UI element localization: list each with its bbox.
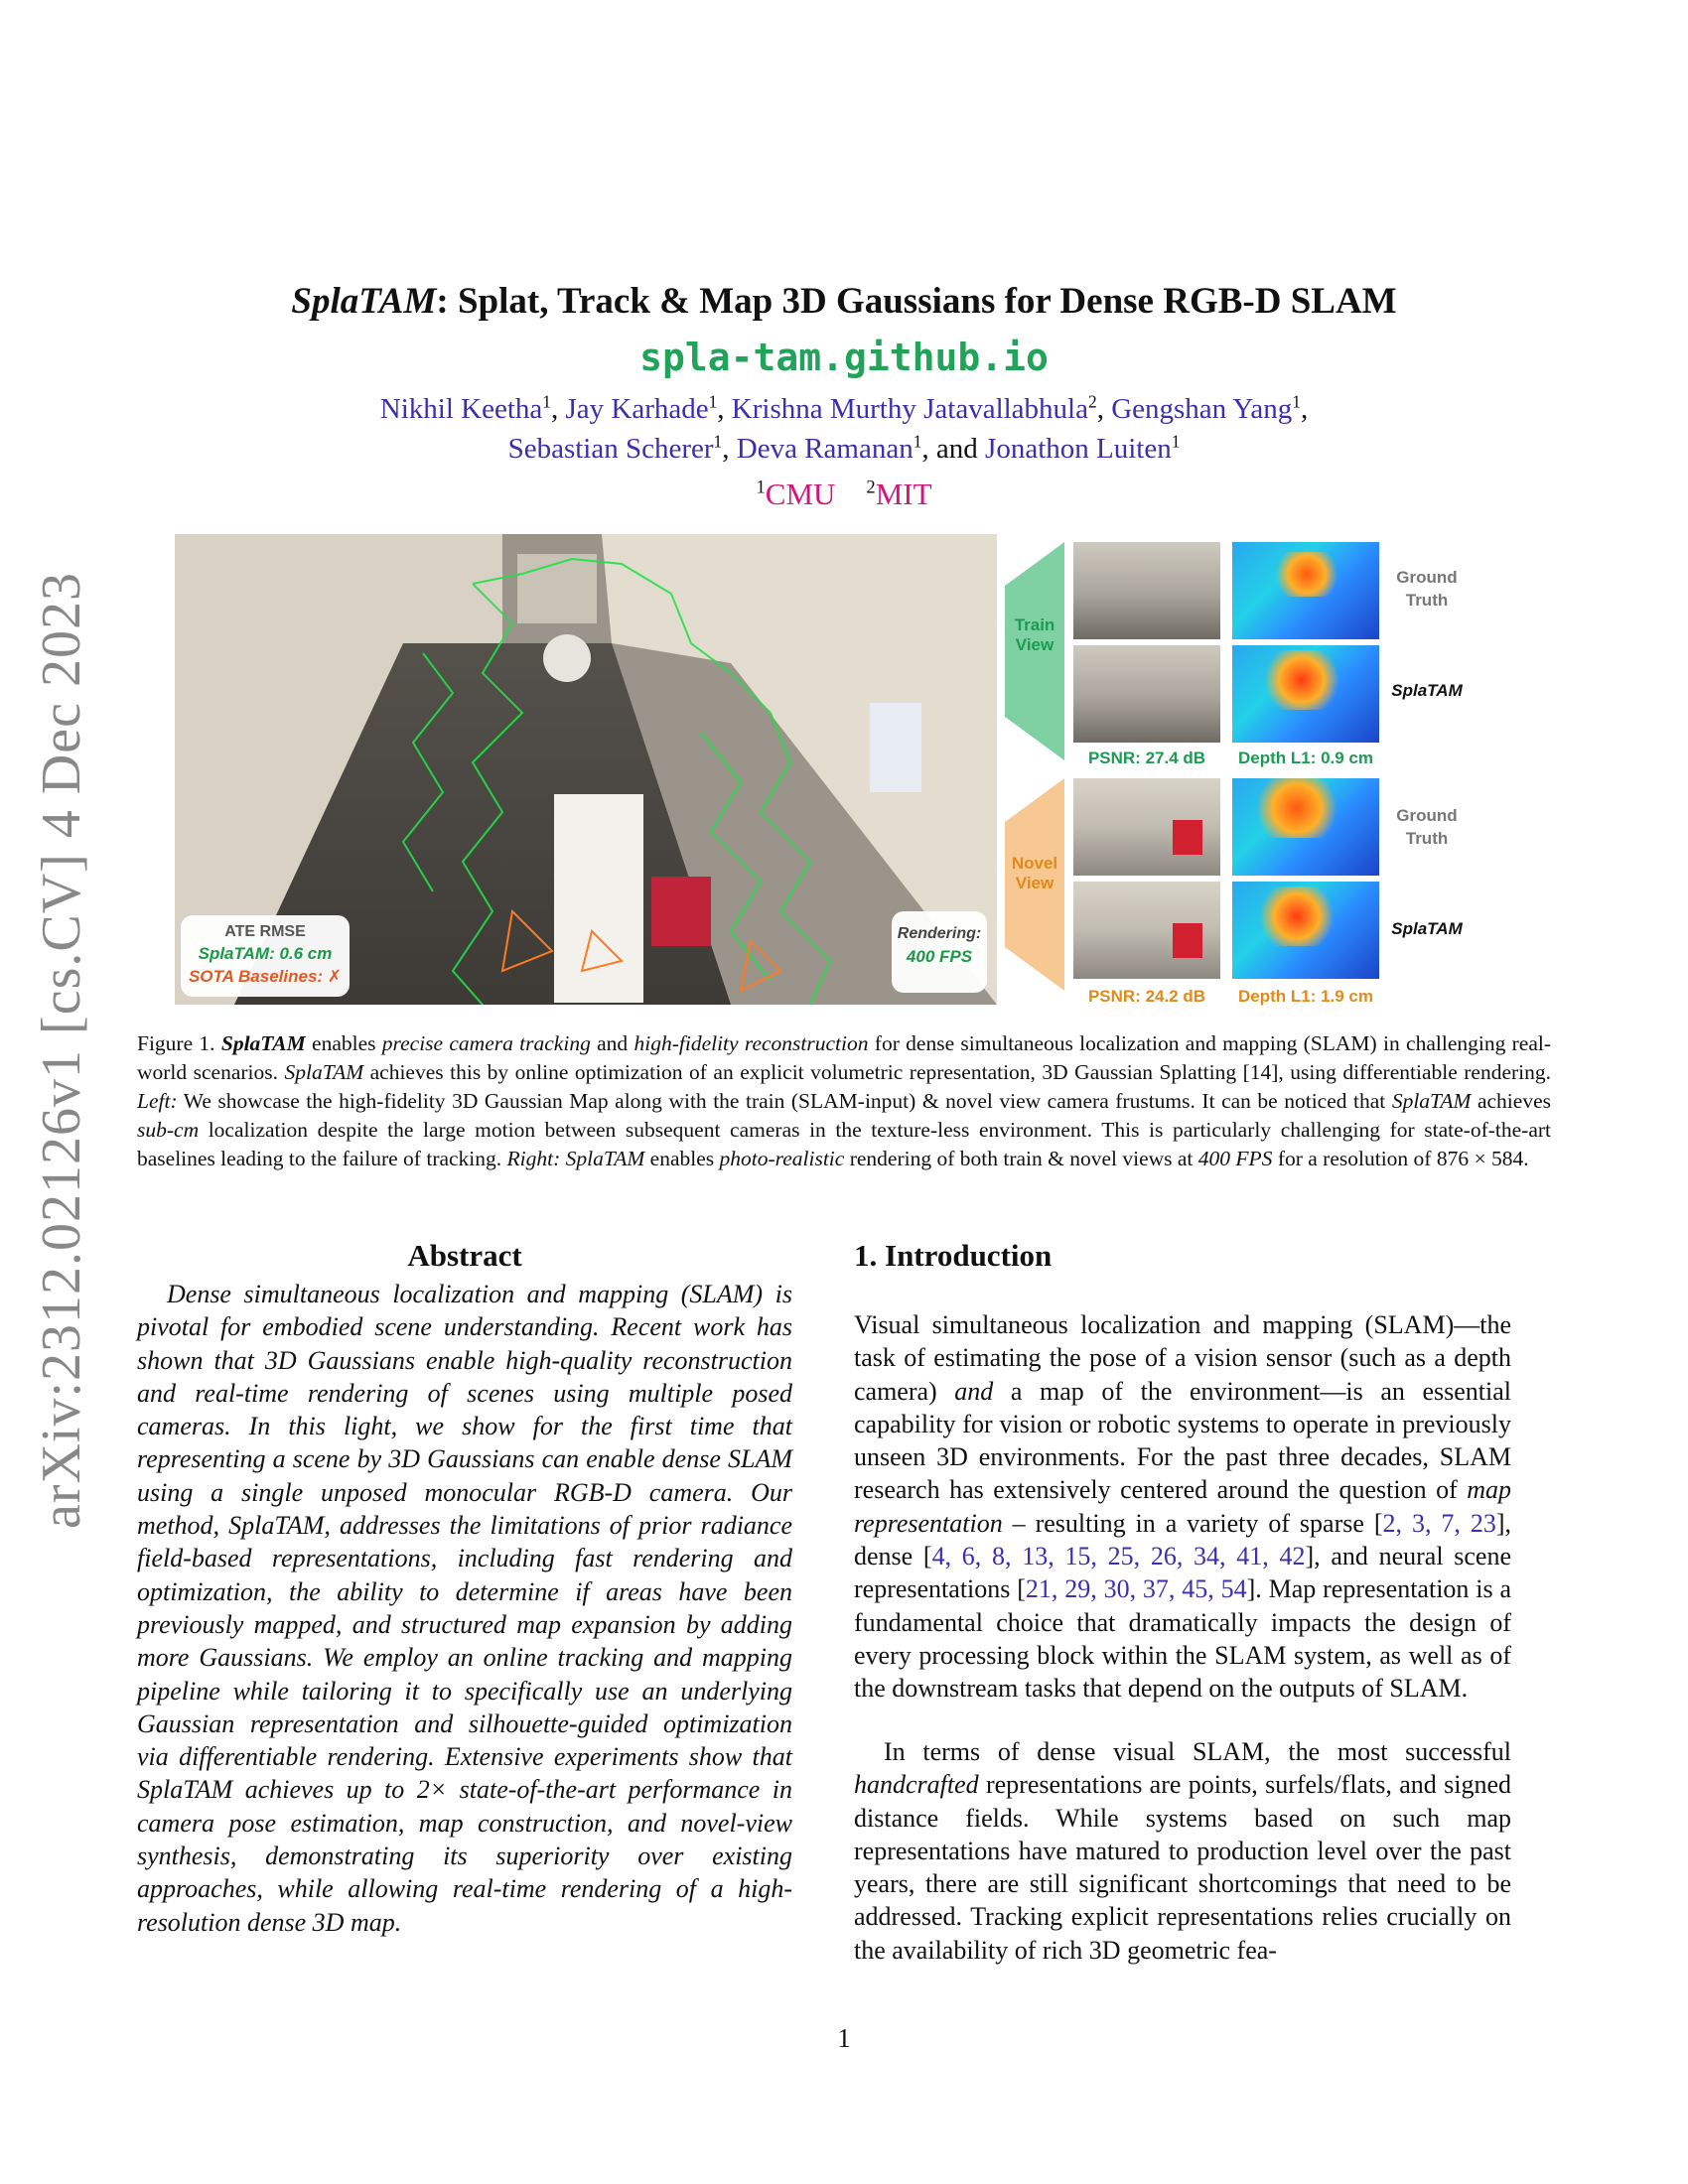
author-name[interactable]: Deva Ramanan: [736, 433, 914, 465]
train-psnr: PSNR: 27.4 dB: [1087, 749, 1206, 767]
affiliation-name[interactable]: MIT: [875, 477, 932, 511]
author-affiliation: 1: [713, 431, 723, 452]
rendering-fps-box: [892, 911, 987, 993]
intro-text: a map of the environment—is an essential capability for vision or robotic systems to operate in previously unseen 3D environments. For the past three decades, SLAM research has extensively centered around the question of: [854, 1376, 1511, 1505]
caption-emph: high-fidelity reconstruction: [633, 1031, 869, 1055]
ground-truth-label: Ground Truth: [1396, 806, 1458, 848]
train-depth-l1: Depth L1: 0.9 cm: [1237, 749, 1374, 767]
splatam-label: SplaTAM: [1391, 919, 1463, 938]
intro-paragraph-2: [854, 1735, 1511, 1967]
and-word: and: [935, 433, 978, 465]
caption-emph: sub-cm: [137, 1118, 200, 1142]
intro-paragraph-1: [854, 1308, 1511, 1706]
project-url[interactable]: spla-tam.github.io: [639, 336, 1049, 379]
citation-links[interactable]: 2, 3, 7, 23: [1382, 1508, 1496, 1538]
caption-text: and: [590, 1031, 634, 1055]
author-name[interactable]: Gengshan Yang: [1111, 393, 1293, 425]
affiliations: [0, 477, 1688, 512]
affiliation-number: 2: [866, 477, 876, 498]
train-view-label: Train View: [1014, 615, 1055, 654]
intro-text: representations are points, surfels/flats, and signed distance fields. While systems based on such map representations have matured to production level over the past years, there are still significant shortcomings that need to be addressed. Tracking explicit representations relies crucially on the availability of rich 3D geometric fea-: [854, 1770, 1511, 1965]
caption-emph: 400 FPS: [1197, 1147, 1273, 1170]
caption-emph: photo-realistic: [719, 1147, 845, 1170]
caption-emph: Left:: [137, 1089, 178, 1113]
caption-text: enables: [644, 1147, 720, 1170]
ate-rmse-box: [181, 915, 350, 997]
novel-gt-rgb: [1073, 778, 1220, 876]
author-affiliation: 1: [542, 391, 551, 412]
caption-text: localization despite the large motion between subsequent cameras in the texture-less environment. This is particularly challenging for state-of-the-art baselines leading to the failure of tracking.: [137, 1118, 1551, 1170]
intro-emph: handcrafted: [854, 1770, 979, 1800]
rendering-title: Rendering:: [897, 925, 982, 942]
author-name[interactable]: Jonathon Luiten: [985, 433, 1172, 465]
caption-emph: SplaTAM: [1391, 1089, 1472, 1113]
caption-text: We showcase the high-fidelity 3D Gaussian Map along with the train (SLAM-input) & novel view camera frustums. It can be noticed that: [177, 1089, 1392, 1113]
ground-truth-label: Ground Truth: [1396, 568, 1458, 610]
caption-text: for dense simultaneous localization and mapping (SLAM) in challenging real-world scenarios.: [137, 1031, 1552, 1084]
gaussian-map-render: [175, 534, 997, 1005]
caption-text: rendering of both train & novel views at: [844, 1147, 1198, 1170]
author-name[interactable]: Krishna Murthy Jatavallabhula: [731, 393, 1088, 425]
page-number: 1: [837, 2023, 851, 2053]
affiliation-name[interactable]: CMU: [765, 477, 836, 511]
author-name[interactable]: Nikhil Keetha: [379, 393, 543, 425]
arxiv-identifier: arXiv:2312.02126v1 [cs.CV] 4 Dec 2023: [31, 572, 92, 1529]
affiliation-number: 1: [756, 477, 766, 498]
rendering-fps-value: 400 FPS: [906, 947, 973, 966]
caption-text: for a resolution of 876 × 584.: [1272, 1147, 1529, 1170]
caption-text: achieves: [1471, 1089, 1551, 1113]
citation-links[interactable]: 4, 6, 8, 13, 15, 25, 26, 34, 41, 42: [931, 1542, 1306, 1571]
caption-emph: Right: SplaTAM: [506, 1147, 645, 1170]
abstract-text: Dense simultaneous localization and mapping (SLAM) is pivotal for embodied scene understanding. Recent work has shown that 3D Gaussians enable high-quality reconstruction and real-time rendering of scenes using multiple posed cameras. In this light, we show for the first time that representing a scene by 3D Gaussians can enable dense SLAM using a single unposed monocular RGB-D camera. Our method, SplaTAM, addresses the limitations of prior radiance field-based representations, including fast rendering and optimization, the ability to determine if areas have been previously mapped, and structured map expansion by adding more Gaussians. We employ an online tracking and mapping pipeline while tailoring it to specifically use an underlying Gaussian representation and silhouette-guided optimization via differentiable rendering. Extensive experiments show that SplaTAM achieves up to 2× state-of-the-art performance in camera pose estimation, map construction, and novel-view synthesis, demonstrating its superiority over existing approaches, while allowing real-time rendering of a high-resolution dense 3D map.: [137, 1280, 792, 1937]
author-affiliation: 1: [1171, 431, 1181, 452]
introduction-heading: 1. Introduction: [854, 1238, 1053, 1273]
intro-text: ]. Map representation is a fundamental choice that dramatically impacts the design of every processing block within the SLAM system, as well as of the downstream tasks that depend on the outputs of SLAM.: [854, 1574, 1511, 1704]
caption-text: achieves this by online optimization of an explicit volumetric representation, 3D Gaussian Splatting [14], using differentiable rendering.: [363, 1060, 1551, 1084]
author-name[interactable]: Sebastian Scherer: [507, 433, 714, 465]
caption-method: SplaTAM: [220, 1031, 306, 1055]
intro-text: ], and neural scene representations [: [854, 1542, 1512, 1604]
novel-splatam-rgb: [1073, 882, 1220, 979]
figure-caption: [137, 1029, 1551, 1173]
author-line-2: Sebastian Scherer$^1$, Deva Ramanan$^1$, and Jonathon Luiten$^1$: [507, 431, 1181, 465]
ate-title: ATE RMSE: [224, 923, 306, 940]
title-method-name: SplaTAM: [291, 281, 437, 322]
caption-text: enables: [305, 1031, 382, 1055]
train-splatam-depth: [1232, 645, 1379, 743]
author-affiliation: 1: [1292, 391, 1301, 412]
figure-label: Figure 1.: [137, 1031, 215, 1055]
splatam-label: SplaTAM: [1391, 681, 1463, 700]
author-affiliation: 1: [913, 431, 922, 452]
novel-psnr: PSNR: 24.2 dB: [1087, 987, 1206, 1006]
intro-text: In terms of dense visual SLAM, the most successful: [884, 1737, 1511, 1766]
novel-gt-depth: [1232, 778, 1379, 876]
novel-splatam-depth: [1232, 882, 1379, 979]
citation-links[interactable]: 21, 29, 30, 37, 45, 54: [1025, 1574, 1247, 1604]
abstract-heading: Abstract: [407, 1238, 522, 1273]
caption-emph: precise camera tracking: [381, 1031, 591, 1055]
novel-view-label: Novel View: [1011, 854, 1058, 892]
caption-emph: SplaTAM: [284, 1060, 364, 1084]
title-rest: : Splat, Track & Map 3D Gaussians for Dense RGB-D SLAM: [436, 281, 1397, 322]
intro-text: Visual simultaneous localization and mapping (SLAM)—the task of estimating the pose of a vision sensor (such as a depth camera): [854, 1310, 1511, 1406]
train-splatam-rgb: [1073, 645, 1220, 743]
train-gt-depth: [1232, 542, 1379, 639]
novel-depth-l1: Depth L1: 1.9 cm: [1237, 987, 1374, 1006]
intro-text: – resulting in a variety of sparse [: [1002, 1508, 1383, 1538]
train-gt-rgb: [1073, 542, 1220, 639]
ate-sota-value: SOTA Baselines: ✗: [188, 967, 343, 986]
author-line-1: Nikhil Keetha$^1$, Jay Karhade$^1$, Krishna Murthy Jatavallabhula$^2$, Gengshan Yang$^1$,: [379, 391, 1309, 425]
ate-splatam-value: SplaTAM: 0.6 cm: [198, 944, 333, 963]
author-affiliation: 2: [1087, 391, 1097, 412]
intro-text: ], dense [: [854, 1508, 1512, 1571]
paper-title: [0, 280, 1688, 323]
author-name[interactable]: Jay Karhade: [565, 393, 709, 425]
intro-emph: and: [954, 1376, 994, 1406]
author-affiliation: 1: [708, 391, 718, 412]
intro-emph: map representation: [854, 1475, 1511, 1538]
